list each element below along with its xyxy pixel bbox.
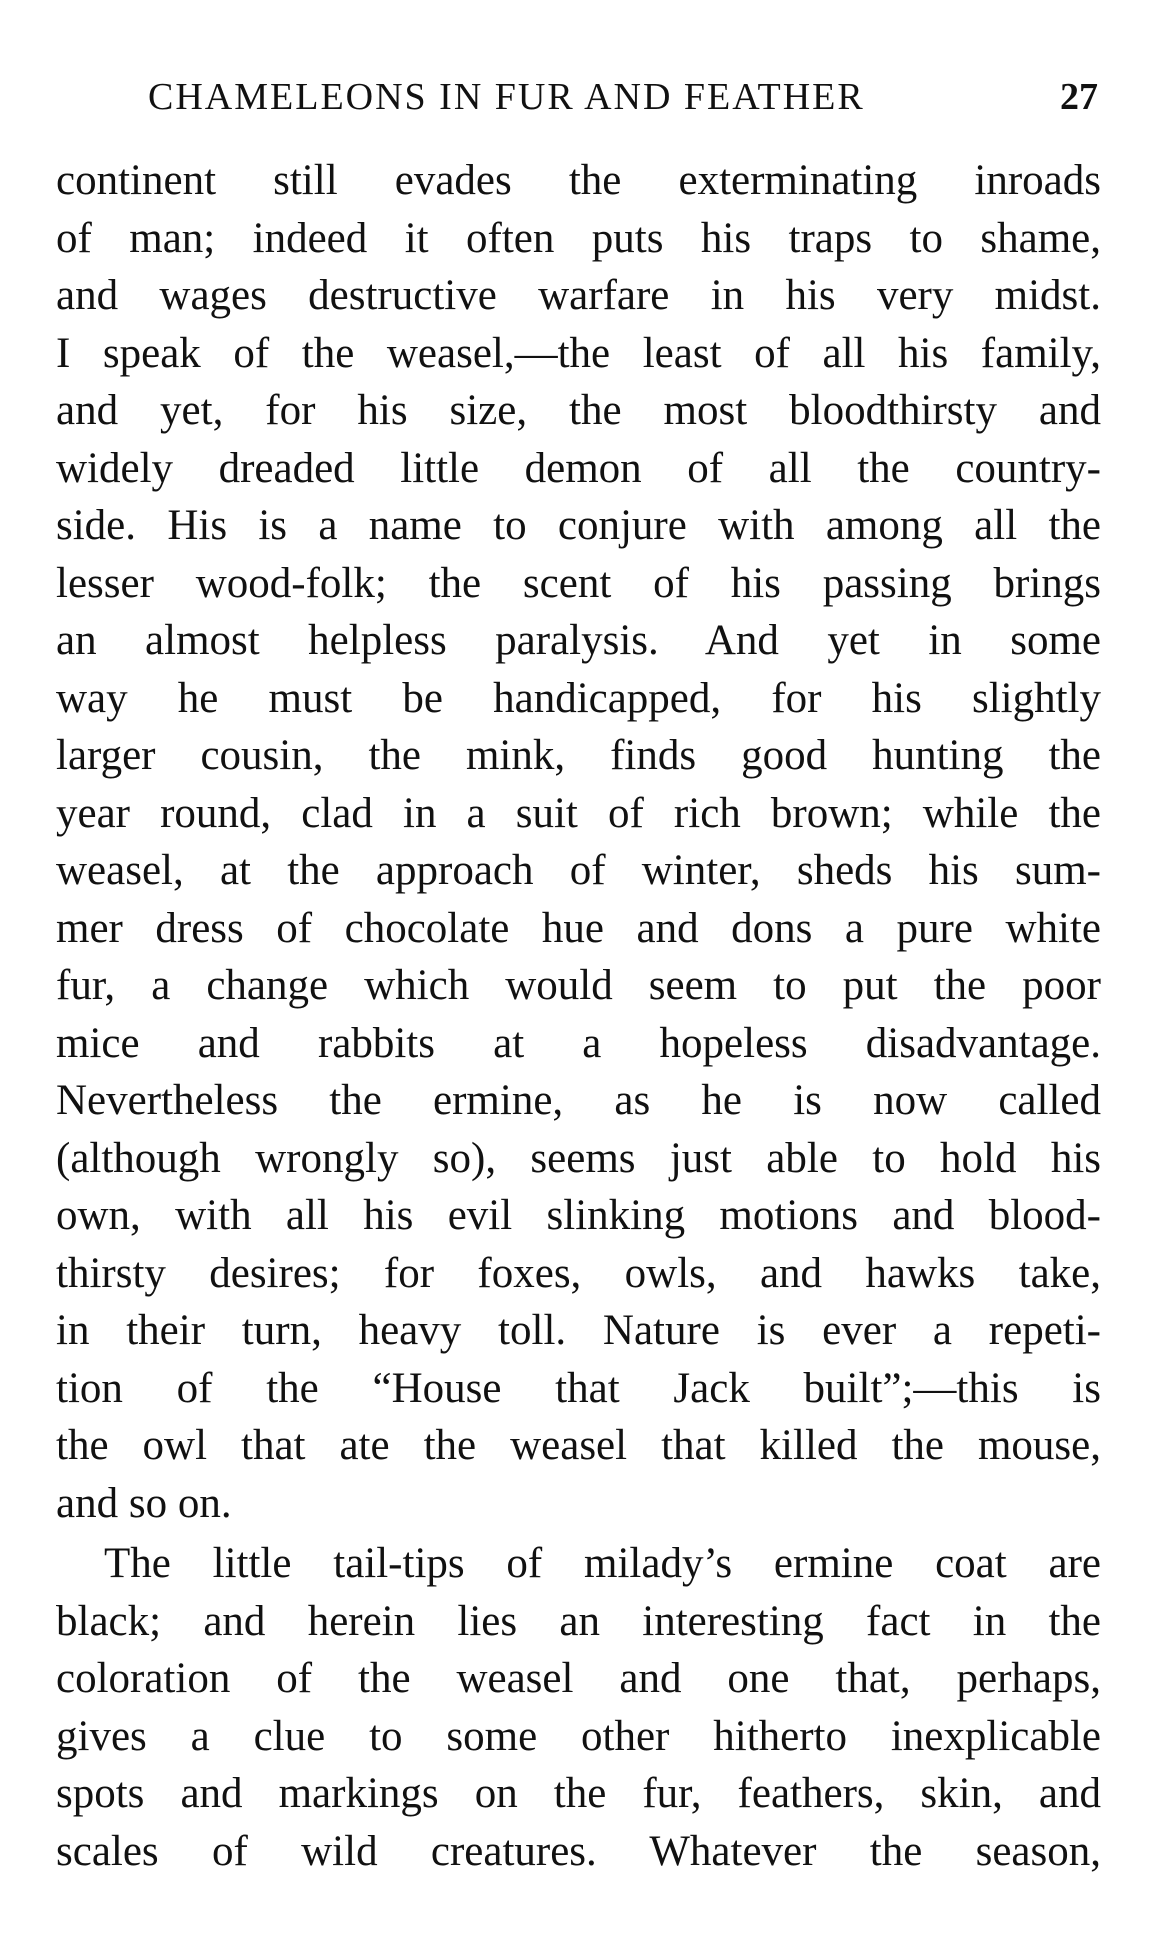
paragraph-2 [56, 1535, 1101, 1880]
text-line: tion of the “House that Jack built”;—this is [56, 1364, 1101, 1412]
text-line: fur, a change which would seem to put the poor [56, 962, 1101, 1009]
text-line: coloration of the weasel and one that, perhaps, [56, 1655, 1101, 1702]
text-line: scales of wild creatures. Whatever the season, [56, 1827, 1101, 1875]
text-line: mer dress of chocolate hue and dons a pure white [56, 904, 1101, 952]
text-line: own, with all his evil slinking motions and blood- [56, 1192, 1101, 1239]
text-line: weasel, at the approach of winter, sheds his sum- [56, 847, 1101, 894]
text-line: in their turn, heavy toll. Nature is ever a repeti- [56, 1307, 1101, 1354]
text-line: I speak of the weasel,—the least of all his family, [56, 329, 1101, 377]
text-line: (although wrongly so), seems just able to hold his [56, 1134, 1101, 1182]
text-line: side. His is a name to conjure with among all the [56, 502, 1101, 549]
running-head [148, 72, 1098, 122]
text-line: and so on. [56, 1479, 232, 1527]
paragraph-1 [56, 152, 1101, 1532]
text-line: way he must be handicapped, for his slightly [56, 674, 1101, 722]
body-text [56, 152, 1101, 1880]
text-line: thirsty desires; for foxes, owls, and hawks take, [56, 1249, 1101, 1297]
text-line: mice and rabbits at a hopeless disadvantage. [56, 1019, 1101, 1067]
text-line: an almost helpless paralysis. And yet in some [56, 617, 1101, 664]
text-line: widely dreaded little demon of all the country- [56, 444, 1101, 492]
text-line: year round, clad in a suit of rich brown; while the [56, 789, 1101, 837]
text-line: lesser wood-folk; the scent of his passing brings [56, 559, 1101, 607]
text-line: spots and markings on the fur, feathers, skin, and [56, 1770, 1101, 1817]
text-line: Nevertheless the ermine, as he is now called [56, 1077, 1101, 1124]
text-line: continent still evades the exterminating inroads [56, 157, 1101, 204]
running-title: CHAMELEONS IN FUR AND FEATHER [148, 76, 865, 118]
text-line: of man; indeed it often puts his traps to shame, [56, 214, 1101, 262]
page-number: 27 [1060, 76, 1098, 118]
text-line: and yet, for his size, the most bloodthirsty and [56, 387, 1101, 434]
text-line: the owl that ate the weasel that killed the mouse, [56, 1422, 1101, 1469]
text-line: gives a clue to some other hitherto inexplicable [56, 1712, 1101, 1760]
text-line: larger cousin, the mink, finds good hunting the [56, 732, 1101, 779]
text-line: black; and herein lies an interesting fact in the [56, 1597, 1101, 1645]
text-line: The little tail-tips of milady’s ermine coat are [104, 1540, 1101, 1587]
text-line: and wages destructive warfare in his very midst. [56, 272, 1101, 319]
